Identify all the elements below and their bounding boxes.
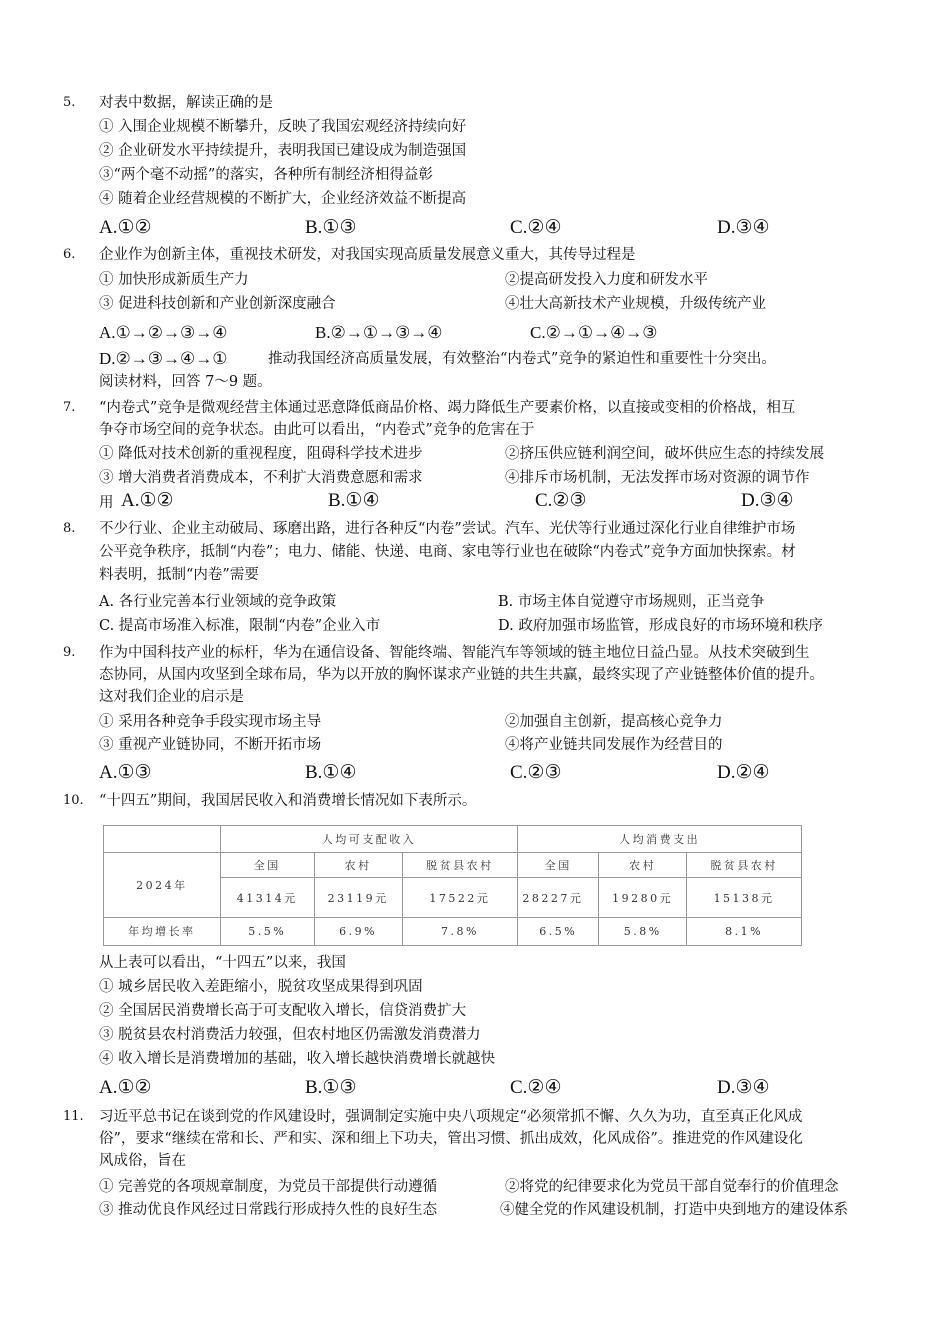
q9-option-b[interactable]: B.①④ [305,762,357,783]
q6-option-b[interactable]: B.②→①→③→④ [315,323,443,342]
q10-statement-4: ④ 收入增长是消费增加的基础，收入增长越快消费增长就越快 [99,1051,496,1067]
table-cell: 15138元 [687,878,802,917]
q7-number: 7. [63,400,76,415]
q7-statement-wrap: 用 [99,495,114,511]
q5-option-d[interactable]: D.③④ [717,217,770,238]
q10-number: 10. [63,793,84,808]
q9-stem-line-3: 这对我们企业的启示是 [99,689,244,705]
q5-option-c[interactable]: C.②④ [510,217,562,238]
table-corner-cell [104,826,221,853]
q8-option-b[interactable]: B. 市场主体自觉遵守市场规则，正当竞争 [498,594,765,610]
q9-option-c[interactable]: C.②③ [510,762,562,783]
q11-statement-4: ④健全党的作风建设机制，打造中央到地方的建设体系 [500,1202,848,1218]
q8-option-d[interactable]: D. 政府加强市场监管，形成良好的市场环境和秩序 [498,618,823,634]
table-cell: 28227元 [518,878,599,917]
q5-statement-2: ② 企业研发水平持续提升，表明我国已建设成为制造强国 [99,143,467,159]
table-cell: 6.5% [518,917,599,945]
table-subheader: 农村 [314,853,402,878]
q8-stem-line-1: 不少行业、企业主动破局、琢磨出路，进行各种反“内卷”尝试。汽车、光伏等行业通过深化行业自律维护市场 [99,521,796,537]
q10-statement-1: ① 城乡居民收入差距缩小，脱贫攻坚成果得到巩固 [99,979,423,995]
q6-option-a[interactable]: A.①→②→③→④ [99,323,228,342]
q9-option-d[interactable]: D.②④ [717,762,770,783]
table-cell: 5.8% [599,917,687,945]
q8-option-c[interactable]: C. 提高市场准入标准，限制“内卷”企业入市 [99,618,381,634]
table-cell: 5.5% [220,917,314,945]
q5-statement-3: ③“两个毫不动摇”的落实，各种所有制经济相得益彰 [99,167,433,183]
table-subheader: 脱贫县农村 [687,853,802,878]
q8-stem-line-3: 料表明，抵制“内卷”需要 [99,567,259,583]
table-row-label-growth: 年均增长率 [104,917,221,945]
q9-stem-line-2: 态协同，从国内攻坚到全球布局，华为以开放的胸怀谋求产业链的共生共赢，最终实现了产业链整体价值的提升。 [99,667,824,683]
table-cell: 8.1% [687,917,802,945]
q11-statement-1: ① 完善党的各项规章制度，为党员干部提供行动遵循 [99,1179,438,1195]
q10-option-c[interactable]: C.②④ [510,1077,562,1098]
q7-option-a[interactable]: A.①② [121,490,174,511]
q6-continued-text: 推动我国经济高质量发展，有效整治“内卷式”竞争的紧迫性和重要性十分突出。 [268,351,776,367]
q10-statement-2: ② 全国居民消费增长高于可支配收入增长，信贷消费扩大 [99,1003,467,1019]
q7-option-b[interactable]: B.①④ [328,490,380,511]
q7-option-c[interactable]: C.②③ [535,490,587,511]
q10-option-a[interactable]: A.①② [99,1077,152,1098]
q8-stem-line-2: 公平竞争秩序，抵制“内卷”；电力、储能、快递、电商、家电等行业也在破除“内卷式”竞争方面加快探索。材 [99,544,796,560]
q10-stem: “十四五”期间，我国居民收入和消费增长情况如下表所示。 [99,793,477,809]
q7-stem-line-1: “内卷式”竞争是微观经营主体通过恶意降低商品价格、竭力降低生产要素价格，以直接或变相的价格战，相互 [99,400,796,416]
q10-after-table: 从上表可以看出，“十四五”以来，我国 [99,955,346,971]
table-group-income: 人均可支配收入 [220,826,518,853]
q5-stem: 对表中数据，解读正确的是 [99,95,273,111]
table-cell: 7.8% [402,917,518,945]
q11-stem-line-3: 风成俗，旨在 [99,1153,186,1169]
q6-statement-2: ②提高研发投入力度和研发水平 [505,272,708,288]
q7-option-d[interactable]: D.③④ [741,490,794,511]
q9-statement-4: ④将产业链共同发展作为经营目的 [505,737,723,753]
q5-option-b[interactable]: B.①③ [305,217,357,238]
q11-statement-3: ③ 推动优良作风经过日常践行形成持久性的良好生态 [99,1202,438,1218]
q8-number: 8. [63,521,76,536]
q11-stem-line-1: 习近平总书记在谈到党的作风建设时，强调制定实施中央八项规定“必须常抓不懈、久久为功，直至真正化风成 [99,1109,803,1125]
q11-stem-line-2: 俗”，要求“继续在常和长、严和实、深和细上下功夫，管出习惯、抓出成效，化风成俗”。推进党的作风建设化 [99,1131,803,1147]
table-cell: 23119元 [314,878,402,917]
table-subheader: 农村 [599,853,687,878]
table-cell: 41314元 [220,878,314,917]
q7-statement-2: ②挤压供应链利润空间，破坏供应生态的持续发展 [505,446,824,462]
q6-number: 6. [63,247,76,262]
q7-statement-3: ③ 增大消费者消费成本，不利扩大消费意愿和需求 [99,470,423,486]
q10-option-d[interactable]: D.③④ [717,1077,770,1098]
table-cell: 19280元 [599,878,687,917]
q7-statement-1: ① 降低对技术创新的重视程度，阻碍科学技术进步 [99,446,423,462]
q10-option-b[interactable]: B.①③ [305,1077,357,1098]
q6-statement-1: ① 加快形成新质生产力 [99,272,249,288]
q9-stem-line-1: 作为中国科技产业的标杆，华为在通信设备、智能终端、智能汽车等领域的链主地位日益凸显。从技术突破到生 [99,645,810,661]
q6-option-d[interactable]: D.②→③→④→① [99,349,228,368]
q5-number: 5. [63,95,76,110]
q6-statement-3: ③ 促进科技创新和产业创新深度融合 [99,296,336,312]
q9-number: 9. [63,645,76,660]
table-subheader: 全国 [220,853,314,878]
table-cell: 6.9% [314,917,402,945]
income-consumption-table [103,825,802,946]
reading-intro: 阅读材料，回答 7～9 题。 [99,374,272,390]
q5-statement-1: ① 入围企业规模不断攀升，反映了我国宏观经济持续向好 [99,119,467,135]
q11-statement-2: ②将党的纪律要求化为党员干部自觉奉行的价值理念 [505,1179,839,1195]
q10-statement-3: ③ 脱贫县农村消费活力较强，但农村地区仍需激发消费潜力 [99,1027,481,1043]
q9-statement-3: ③ 重视产业链协同，不断开拓市场 [99,737,322,753]
table-subheader: 全国 [518,853,599,878]
q9-statement-2: ②加强自主创新，提高核心竞争力 [505,714,723,730]
q5-statement-4: ④ 随着企业经营规模的不断扩大，企业经济效益不断提高 [99,191,467,207]
q9-statement-1: ① 采用各种竞争手段实现市场主导 [99,714,322,730]
q11-number: 11. [63,1109,84,1124]
q5-option-a[interactable]: A.①② [99,217,152,238]
q6-option-c[interactable]: C.②→①→④→③ [530,323,658,342]
q6-statement-4: ④壮大高新技术产业规模，升级传统产业 [505,296,766,312]
table-subheader: 脱贫县农村 [402,853,518,878]
q9-option-a[interactable]: A.①③ [99,762,152,783]
q7-stem-line-2: 争夺市场空间的竞争状态。由此可以看出，“内卷式”竞争的危害在于 [99,422,535,438]
q8-option-a[interactable]: A. 各行业完善本行业领域的竞争政策 [99,594,337,610]
q6-stem: 企业作为创新主体，重视技术研发，对我国实现高质量发展意义重大，其传导过程是 [99,247,636,263]
table-cell: 17522元 [402,878,518,917]
q7-statement-4: ④排斥市场机制，无法发挥市场对资源的调节作 [505,470,810,486]
table-group-consume: 人均消费支出 [518,826,802,853]
table-row-label-2024: 2024年 [104,853,221,918]
